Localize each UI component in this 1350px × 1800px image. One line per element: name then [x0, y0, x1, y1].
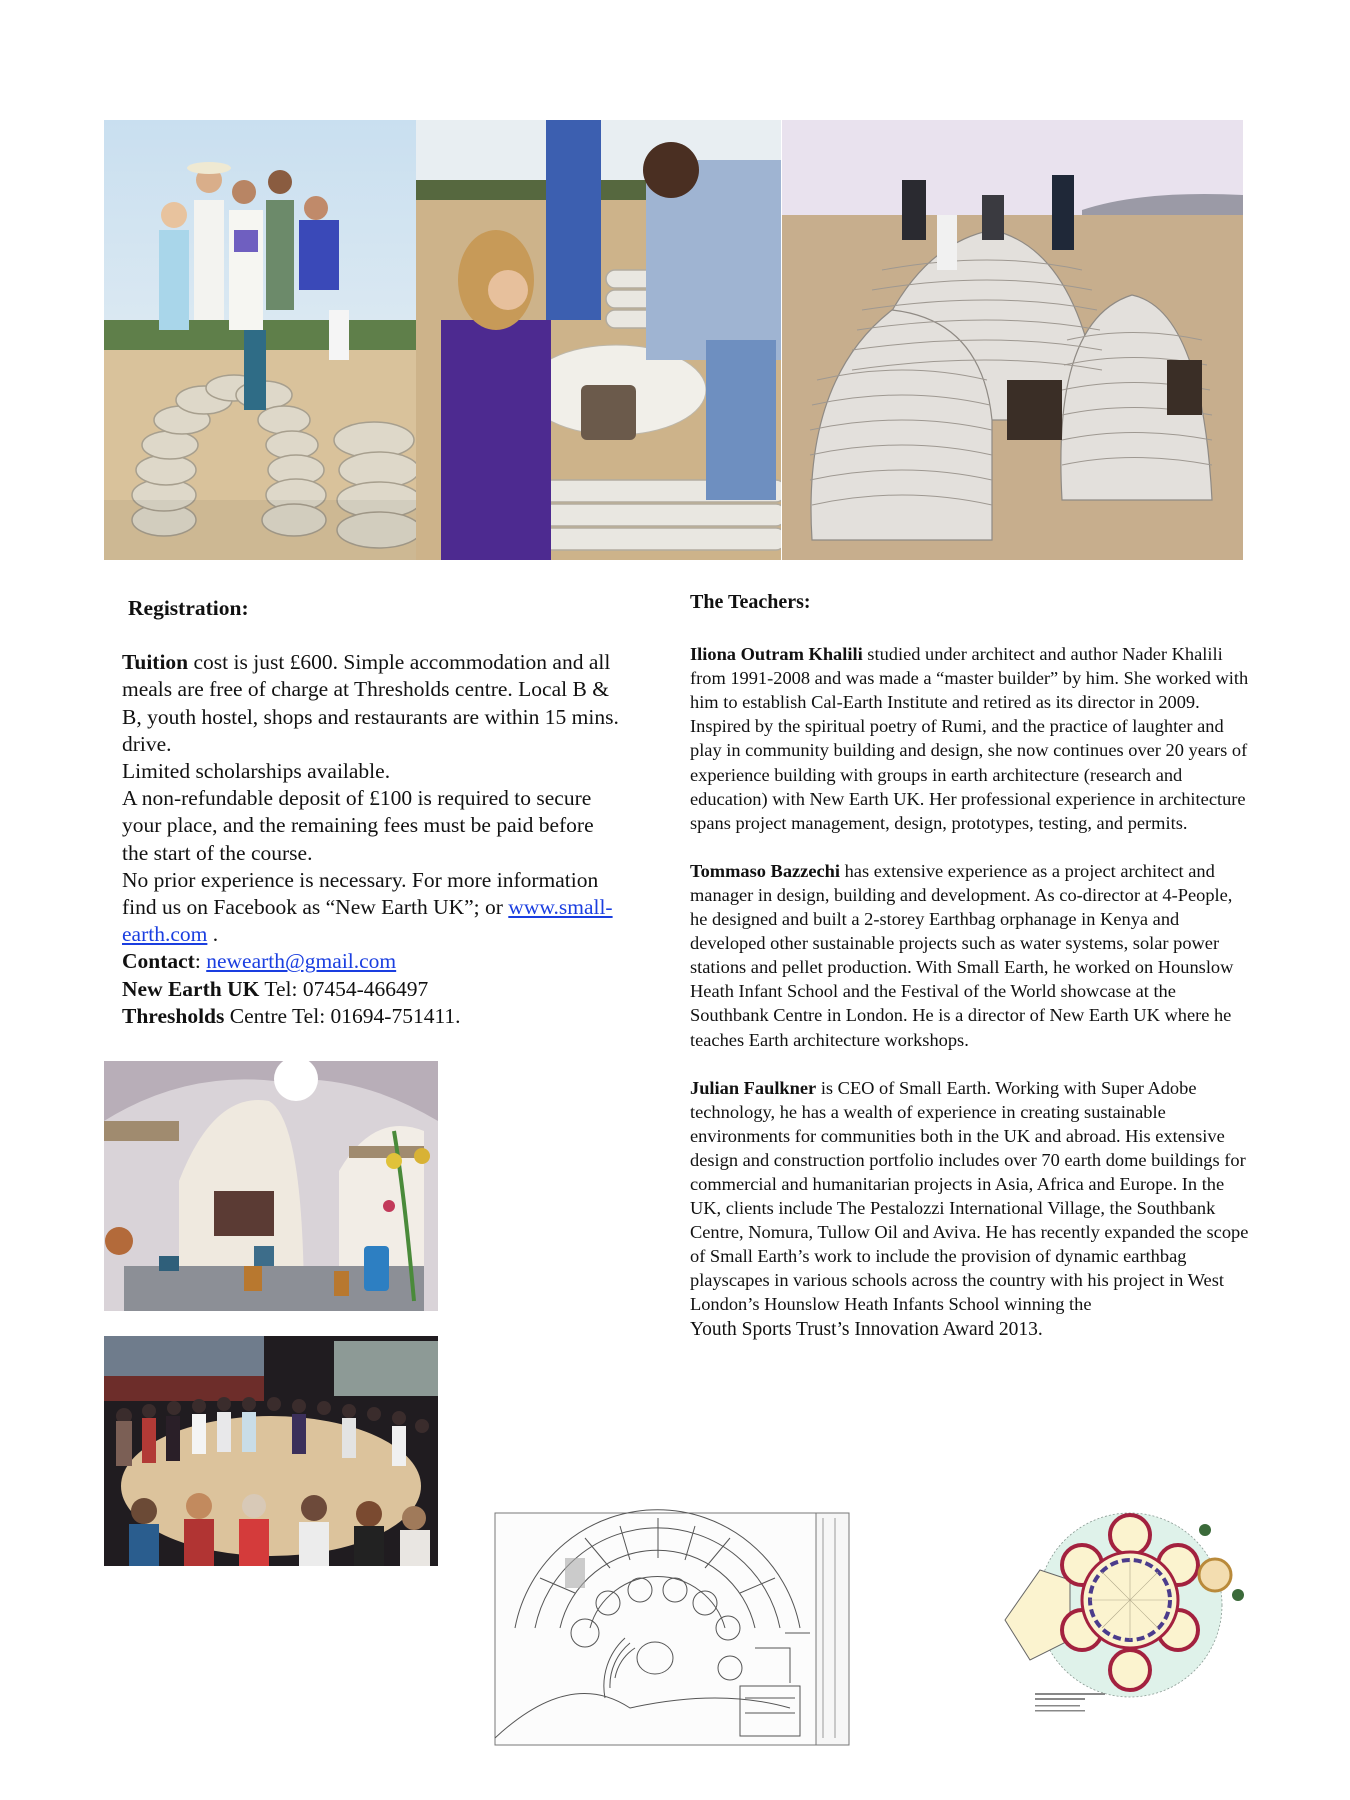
centre-label: Thresholds	[122, 1003, 225, 1028]
photo-dome-interior	[104, 1061, 438, 1311]
registration-heading: Registration:	[128, 596, 249, 620]
org-label: New Earth UK	[122, 976, 260, 1001]
photo-filling-earthbag	[416, 120, 781, 560]
colored-floor-plan	[990, 1510, 1265, 1720]
photo-circle-dance	[104, 1336, 438, 1566]
scholarships-text: Limited scholarships available.	[122, 759, 391, 784]
registration-section	[122, 595, 622, 1030]
contact-label: Contact	[122, 949, 195, 974]
teacher-name: Julian Faulkner	[690, 1077, 817, 1098]
deposit-text: A non-refundable deposit of £100 is required to secure your place, and the remaining fees must be paid before the start of the course.	[122, 786, 594, 865]
info-text: No prior experience is necessary. For more information find us on Facebook as “New Earth UK”; or www.small-earth.com .	[122, 867, 613, 947]
photo-earthbag-domes	[782, 120, 1243, 560]
teachers-section	[690, 590, 1250, 1342]
tuition-text: Tuition cost is just £600. Simple accommodation and all meals are free of charge at Thresholds centre. Local B & B, youth hostel, shops and restaurants are within 15 mins. drive.	[122, 650, 619, 756]
blueprint-floor-plan	[490, 1508, 854, 1750]
teacher-bio: Iliona Outram Khalili studied under architect and author Nader Khalili from 1991-2008 and was made a “master builder” by him. She worked with him to establish Cal-Earth Institute and retired as its director in 2009. Inspired by the spiritual poetry of Rumi, and the practice of laughter and play in community building and design, she now continues over 20 years of experience building with groups in earth architecture (research and education) with New Earth UK. Her professional experience in architecture spans project management, design, prototypes, testing, and permits.	[690, 644, 1249, 833]
contact-line: Contact: newearth@gmail.com	[122, 949, 397, 974]
centre-tel-line: Thresholds Centre Tel: 01694-751411.	[122, 1003, 461, 1028]
tuition-label: Tuition	[122, 650, 189, 675]
photo-earthbag-arch-group	[104, 120, 416, 560]
teacher-name: Tommaso Bazzechi	[690, 860, 841, 881]
org-tel-line: New Earth UK Tel: 07454-466497	[122, 976, 429, 1001]
teachers-heading: The Teachers:	[690, 591, 811, 613]
teacher-bio: Julian Faulkner is CEO of Small Earth. Working with Super Adobe technology, he has a wealth of experience in creating sustainable environments for communities both in the UK and abroad. His extensive design and construction portfolio includes over 70 earth dome buildings for commercial and humanitarian projects in Asia, Africa and Europe. In the UK, clients include The Pestalozzi International Village, the Southbank Centre, Nomura, Tullow Oil and Aviva. He has recently expanded the scope of Small Earth’s work to include the provision of dynamic earthbag playscapes in various schools across the country with his project in West London’s Hounslow Heath Infants School winning the Youth Sports Trust’s Innovation Award 2013.	[690, 1077, 1249, 1340]
teacher-bio: Tommaso Bazzechi has extensive experience as a project architect and manager in design, building and development. As co-director at 4-People, he designed and built a 2-storey Earthbag orphanage in Kenya and developed other sustainable projects such as water systems, solar power stations and pellet production. With Small Earth, he worked on Hounslow Heath Infant School and the Festival of the World showcase at the Southbank Centre in London. He is a director of New Earth UK where he teaches Earth architecture workshops.	[690, 860, 1234, 1050]
teacher-name: Iliona Outram Khalili	[690, 644, 863, 665]
email-link[interactable]: newearth@gmail.com	[206, 949, 397, 974]
website-link[interactable]: www.small-earth.com	[122, 895, 613, 947]
award-line: Youth Sports Trust’s Innovation Award 2013.	[690, 1318, 1043, 1340]
